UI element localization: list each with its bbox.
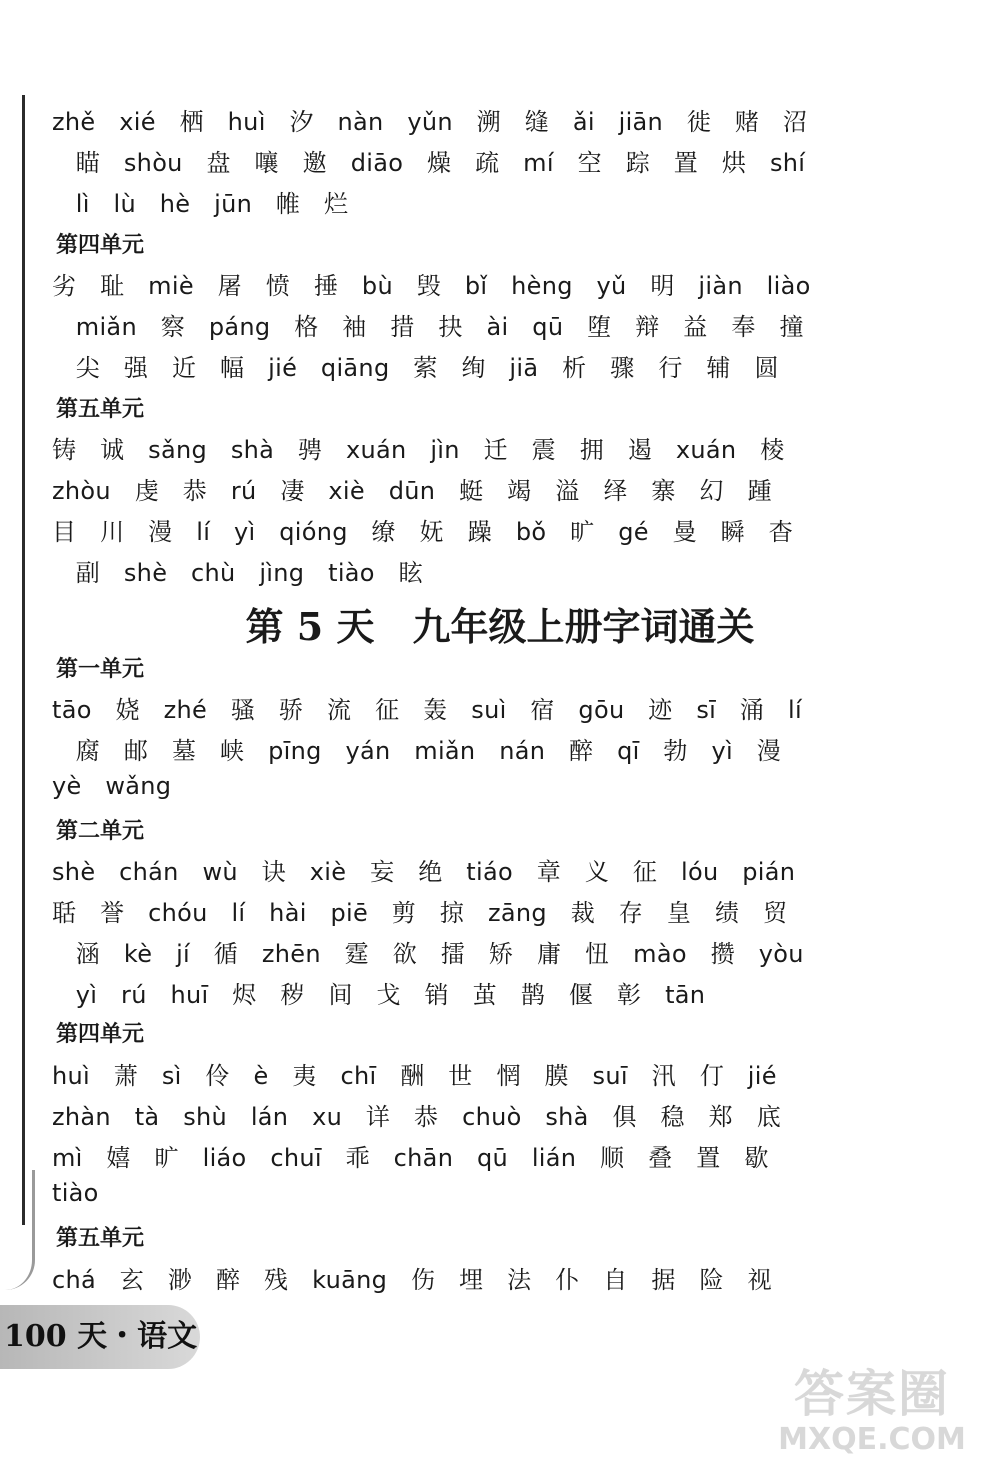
page-footer-label: 100 天・语文 [0,1305,200,1369]
text-line: lì lù hè jūn 帷 烂 [52,190,349,218]
unit-heading: 第四单元 [56,233,145,258]
text-line: 聒 誉 chóu lí hài piē 剪 掠 zāng 裁 存 皇 绩 贸 [52,899,788,927]
text-line: tāo 娆 zhé 骚 骄 流 征 轰 suì 宿 gōu 迹 sī 涌 lí [52,696,802,724]
text-line: mì 嬉 旷 liáo chuī 乖 chān qū lián 顺 叠 置 歇 [52,1144,769,1172]
watermark-url: MXQE.COM [778,1422,966,1457]
unit-heading: 第五单元 [56,397,145,422]
text-line: 瞄 shòu 盘 嚷 邀 diāo 燥 疏 mí 空 踪 置 烘 shí [52,149,806,177]
text-line: huì 萧 sì 伶 è 夷 chī 酬 世 惘 膜 suī 汛 仃 jié [52,1062,777,1090]
text-line: 铸 诚 sǎng shà 骋 xuán jìn 迁 震 拥 遏 xuán 棱 [52,436,785,464]
unit-heading: 第二单元 [56,819,145,844]
day-title: 第 5 天 九年级上册字词通关 [245,604,755,649]
text-line: tiào [52,1179,99,1207]
margin-rule [22,95,25,1225]
text-line: 目 川 漫 lí yì qióng 缭 妩 躁 bǒ 旷 gé 曼 瞬 杳 [52,518,794,546]
text-line: zhòu 虔 恭 rú 凄 xiè dūn 蜓 竭 溢 绎 寨 幻 踵 [52,477,772,505]
text-line: 副 shè chù jìng tiào 眩 [52,559,423,587]
unit-heading: 第五单元 [56,1226,145,1251]
margin-curve [0,1170,35,1290]
unit-heading: 第一单元 [56,657,145,682]
text-line: miǎn 察 páng 格 袖 措 抉 ài qū 堕 辩 益 奉 撞 [52,313,804,341]
text-line: 尖 强 近 幅 jié qiāng 萦 绚 jiā 析 骤 行 辅 圆 [52,354,779,382]
text-line: shè chán wù 诀 xiè 妄 绝 tiáo 章 义 征 lóu pián [52,858,796,886]
watermark-text: 答案圈 [794,1365,950,1423]
text-line: chá 玄 渺 醉 残 kuāng 伤 埋 法 仆 自 据 险 视 [52,1266,772,1294]
text-line: 涵 kè jí 循 zhēn 霆 欲 擂 矫 庸 忸 mào 攒 yòu [52,940,804,968]
text-line: zhě xié 栖 huì 汐 nàn yǔn 溯 缝 ǎi jiān 徙 赌 沼 [52,108,808,136]
text-line: 劣 耻 miè 屠 愤 捶 bù 毁 bǐ hèng yǔ 明 jiàn liào [52,272,811,300]
text-line: yì rú huī 烬 秽 间 戈 销 茧 鹊 偃 彰 tān [52,981,706,1009]
unit-heading: 第四单元 [56,1022,145,1047]
text-line: yè wǎng [52,772,172,800]
text-line: 腐 邮 墓 峡 pīng yán miǎn nán 醉 qī 勃 yì 漫 [52,737,782,765]
watermark-logo [762,1365,982,1465]
text-line: zhàn tà shù lán xu 详 恭 chuò shà 俱 稳 郑 底 [52,1103,782,1131]
